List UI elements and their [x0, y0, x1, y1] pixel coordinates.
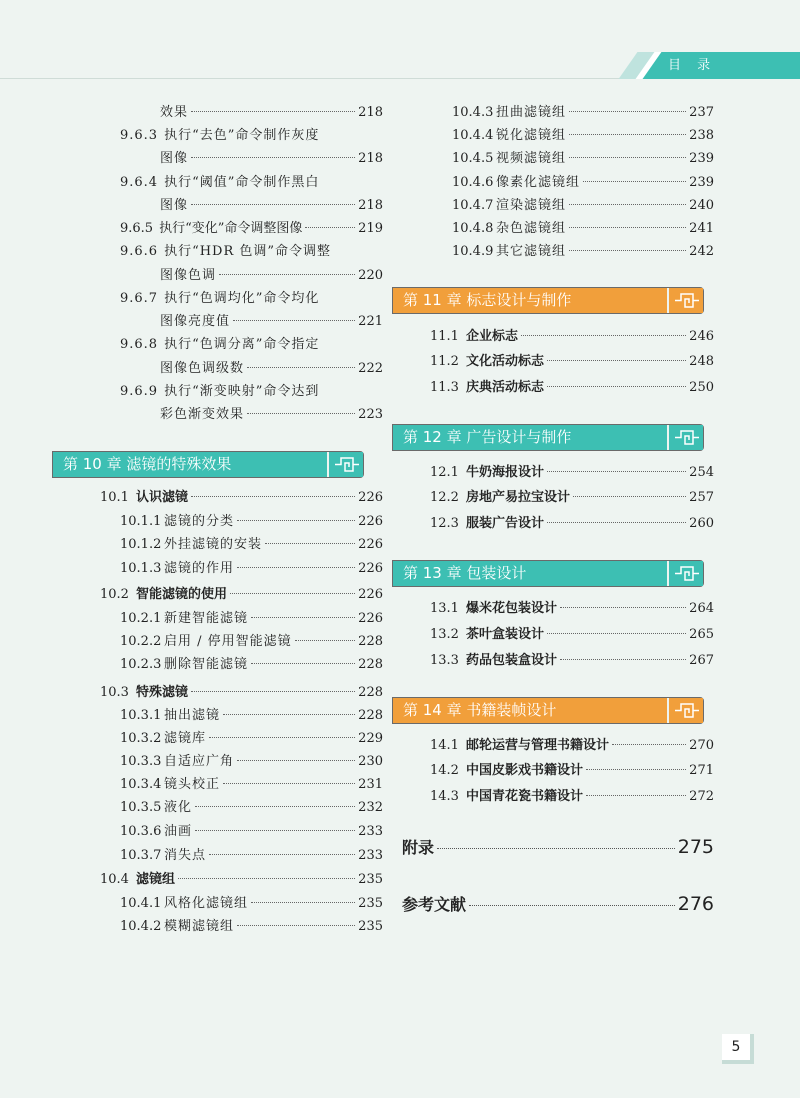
entry-number: 10.3.2 — [120, 731, 162, 746]
dot-leader — [547, 471, 686, 472]
entry-title: 参考文献 — [402, 895, 467, 914]
toc-section-entry[interactable] — [100, 584, 383, 606]
entry-page: 228 — [358, 685, 383, 700]
entry-title: 滤镜库 — [164, 731, 207, 746]
dot-leader — [223, 783, 355, 784]
fret-ornament-icon — [669, 288, 703, 313]
entry-number: 10.2 — [100, 587, 129, 602]
entry-page: 226 — [358, 537, 383, 552]
entry-title: 新建智能滤镜 — [164, 611, 249, 626]
chapter-title: 第 10 章 滤镜的特殊效果 — [53, 452, 327, 477]
dot-leader — [195, 806, 355, 807]
dot-leader — [547, 633, 686, 634]
entry-page: 246 — [689, 329, 714, 344]
toc-entry[interactable] — [120, 774, 383, 796]
entry-number: 9.6.7 — [120, 291, 159, 306]
entry-number: 13.2 — [430, 627, 459, 642]
entry-number: 10.3.4 — [120, 777, 162, 792]
dot-leader — [251, 617, 355, 618]
entry-title: 抽出滤镜 — [164, 708, 221, 723]
dot-leader — [237, 925, 355, 926]
entry-page: 228 — [358, 657, 383, 672]
dot-leader — [191, 204, 355, 205]
dot-leader — [569, 111, 686, 112]
header-tab — [643, 52, 800, 79]
dot-leader — [251, 902, 355, 903]
dot-leader — [223, 714, 355, 715]
entry-number: 10.3 — [100, 685, 129, 700]
entry-title: 锐化滤镜组 — [496, 128, 567, 143]
entry-page: 254 — [689, 465, 714, 480]
toc-entry[interactable] — [430, 650, 714, 672]
toc-entry[interactable] — [120, 751, 383, 773]
dot-leader — [583, 181, 686, 182]
entry-title: 图像亮度值 — [160, 314, 231, 329]
entry-page: 235 — [358, 896, 383, 911]
entry-page: 229 — [358, 731, 383, 746]
dot-leader — [237, 567, 355, 568]
entry-title: 消失点 — [164, 848, 207, 863]
toc-entry[interactable] — [120, 821, 383, 843]
entry-number: 14.2 — [430, 763, 459, 778]
entry-page: 219 — [358, 221, 383, 236]
entry-title: 执行“HDR 色调”命令调整 — [164, 244, 332, 259]
entry-title: 爆米花包装设计 — [466, 601, 558, 616]
entry-title: 像素化滤镜组 — [496, 175, 581, 190]
entry-page: 250 — [689, 380, 714, 395]
dot-leader — [295, 640, 356, 641]
fret-ornament-icon — [669, 561, 703, 586]
entry-number: 10.2.2 — [120, 634, 162, 649]
toc-entry[interactable] — [452, 148, 714, 170]
entry-number: 14.3 — [430, 789, 459, 804]
entry-title: 模糊滤镜组 — [164, 919, 235, 934]
entry-page: 257 — [689, 490, 714, 505]
entry-number: 10.3.1 — [120, 708, 162, 723]
dot-leader — [569, 250, 686, 251]
toc-entry[interactable] — [120, 608, 383, 630]
toc-entry[interactable] — [120, 728, 383, 750]
dot-leader — [247, 367, 355, 368]
toc-entry[interactable] — [120, 631, 383, 653]
entry-number: 10.4.8 — [452, 221, 494, 236]
entry-page: 275 — [677, 836, 714, 858]
dot-leader — [251, 663, 355, 664]
dot-leader — [612, 744, 686, 745]
entry-title: 自适应广角 — [164, 754, 235, 769]
toc-entry[interactable] — [430, 377, 714, 399]
entry-number: 10.1 — [100, 490, 129, 505]
entry-page: 235 — [358, 872, 383, 887]
dot-leader — [547, 522, 686, 523]
entry-number: 9.6.5 — [120, 221, 154, 236]
entry-number: 10.3.3 — [120, 754, 162, 769]
toc-entry[interactable] — [430, 487, 714, 509]
toc-entry[interactable] — [430, 786, 714, 808]
toc-entry[interactable] — [160, 404, 383, 426]
entry-title: 图像 — [160, 198, 189, 213]
entry-page: 265 — [689, 627, 714, 642]
entry-page: 248 — [689, 354, 714, 369]
entry-page: 223 — [358, 407, 383, 422]
entry-title: 启用 / 停用智能滤镜 — [164, 634, 292, 649]
dot-leader — [237, 520, 355, 521]
entry-title: 茶叶盒装设计 — [466, 627, 545, 642]
header-label: 目 录 — [668, 58, 717, 73]
toc-entry[interactable] — [452, 125, 714, 147]
toc-section-entry[interactable] — [100, 682, 383, 704]
toc-entry[interactable] — [430, 462, 714, 484]
chapter-14-banner[interactable] — [392, 697, 704, 724]
entry-number: 11.1 — [430, 329, 459, 344]
toc-entry[interactable] — [120, 125, 319, 147]
entry-title: 中国青花瓷书籍设计 — [466, 789, 584, 804]
entry-page: 276 — [677, 893, 714, 915]
entry-title: 附录 — [402, 838, 435, 857]
dot-leader — [230, 593, 355, 594]
toc-entry[interactable] — [120, 534, 383, 556]
entry-page: 226 — [358, 490, 383, 505]
entry-title: 执行“渐变映射”命令达到 — [164, 384, 320, 399]
fret-ornament-icon — [669, 698, 703, 723]
entry-title: 滤镜的作用 — [164, 561, 235, 576]
dot-leader — [437, 848, 675, 849]
entry-number: 14.1 — [430, 738, 459, 753]
entry-page: 226 — [358, 514, 383, 529]
entry-number: 11.2 — [430, 354, 459, 369]
dot-leader — [469, 905, 675, 906]
entry-page: 267 — [689, 653, 714, 668]
entry-number: 9.6.3 — [120, 128, 159, 143]
entry-number: 10.4.6 — [452, 175, 494, 190]
dot-leader — [209, 854, 355, 855]
chapter-10-banner[interactable] — [52, 451, 364, 478]
toc-entry[interactable] — [430, 326, 714, 348]
chapter-11-banner[interactable] — [392, 287, 704, 314]
toc-entry[interactable] — [120, 797, 383, 819]
entry-title: 图像色调 — [160, 268, 217, 283]
entry-page: 271 — [689, 763, 714, 778]
dot-leader — [569, 227, 686, 228]
entry-page: 218 — [358, 151, 383, 166]
entry-page: 235 — [358, 919, 383, 934]
chapter-13-banner[interactable] — [392, 560, 704, 587]
entry-page: 239 — [689, 151, 714, 166]
toc-entry[interactable] — [430, 598, 714, 620]
toc-entry[interactable] — [430, 513, 714, 535]
references-entry[interactable] — [402, 889, 714, 919]
toc-section-entry[interactable] — [100, 487, 383, 509]
entry-page: 238 — [689, 128, 714, 143]
entry-page: 233 — [358, 848, 383, 863]
dot-leader — [569, 157, 686, 158]
dot-leader — [178, 878, 355, 879]
entry-page: 226 — [358, 611, 383, 626]
entry-title: 执行“色调分离”命令指定 — [164, 337, 320, 352]
toc-entry[interactable] — [120, 705, 383, 727]
entry-title: 庆典活动标志 — [466, 380, 545, 395]
toc-entry[interactable] — [120, 511, 383, 533]
entry-number: 10.3.7 — [120, 848, 162, 863]
entry-page: 228 — [358, 708, 383, 723]
entry-title: 房地产易拉宝设计 — [466, 490, 571, 505]
entry-page: 230 — [358, 754, 383, 769]
dot-leader — [191, 157, 355, 158]
chapter-title: 第 14 章 书籍装帧设计 — [393, 698, 667, 723]
dot-leader — [265, 543, 355, 544]
entry-title: 风格化滤镜组 — [164, 896, 249, 911]
dot-leader — [219, 274, 355, 275]
entry-title: 效果 — [160, 105, 189, 120]
entry-number: 10.4.1 — [120, 896, 162, 911]
entry-page: 220 — [358, 268, 383, 283]
toc-entry[interactable] — [430, 735, 714, 757]
entry-page: 231 — [358, 777, 383, 792]
entry-number: 9.6.9 — [120, 384, 159, 399]
toc-entry[interactable] — [120, 288, 319, 310]
toc-entry[interactable] — [120, 334, 319, 356]
toc-entry[interactable] — [452, 241, 714, 263]
entry-page: 239 — [689, 175, 714, 190]
entry-page: 228 — [358, 634, 383, 649]
entry-page: 221 — [358, 314, 383, 329]
dot-leader — [237, 760, 355, 761]
entry-number: 10.4.5 — [452, 151, 494, 166]
entry-title: 滤镜组 — [136, 872, 176, 887]
entry-title: 视频滤镜组 — [496, 151, 567, 166]
entry-number: 10.1.1 — [120, 514, 162, 529]
toc-entry[interactable] — [160, 311, 383, 333]
dot-leader — [209, 737, 355, 738]
entry-title: 执行“阈值”命令制作黑白 — [164, 175, 320, 190]
entry-number: 10.1.2 — [120, 537, 162, 552]
entry-title: 删除智能滤镜 — [164, 657, 249, 672]
toc-entry[interactable] — [120, 654, 383, 676]
dot-leader — [573, 496, 686, 497]
entry-page: 226 — [358, 587, 383, 602]
entry-page: 241 — [689, 221, 714, 236]
entry-title: 液化 — [164, 800, 193, 815]
dot-leader — [586, 769, 686, 770]
entry-title: 牛奶海报设计 — [466, 465, 545, 480]
entry-number: 10.2.3 — [120, 657, 162, 672]
entry-title: 渲染滤镜组 — [496, 198, 567, 213]
toc-entry[interactable] — [120, 558, 383, 580]
entry-number: 12.1 — [430, 465, 459, 480]
entry-page: 237 — [689, 105, 714, 120]
entry-number: 10.4.3 — [452, 105, 494, 120]
entry-title: 彩色渐变效果 — [160, 407, 245, 422]
fret-ornament-icon — [329, 452, 363, 477]
toc-entry[interactable] — [160, 148, 383, 170]
appendix-entry[interactable] — [402, 832, 714, 862]
toc-entry[interactable] — [430, 624, 714, 646]
entry-title: 杂色滤镜组 — [496, 221, 567, 236]
chapter-12-banner[interactable] — [392, 424, 704, 451]
entry-number: 10.3.6 — [120, 824, 162, 839]
entry-page: 218 — [358, 198, 383, 213]
toc-entry[interactable] — [120, 241, 331, 263]
entry-page: 264 — [689, 601, 714, 616]
entry-number: 13.3 — [430, 653, 459, 668]
entry-title: 油画 — [164, 824, 193, 839]
entry-number: 10.4.7 — [452, 198, 494, 213]
entry-number: 10.4.9 — [452, 244, 494, 259]
entry-page: 260 — [689, 516, 714, 531]
entry-title: 文化活动标志 — [466, 354, 545, 369]
dot-leader — [547, 360, 686, 361]
entry-number: 10.3.5 — [120, 800, 162, 815]
dot-leader — [191, 496, 355, 497]
dot-leader — [569, 204, 686, 205]
entry-page: 240 — [689, 198, 714, 213]
entry-number: 12.3 — [430, 516, 459, 531]
dot-leader — [191, 111, 355, 112]
entry-title: 图像色调级数 — [160, 361, 245, 376]
toc-entry[interactable] — [120, 893, 383, 915]
entry-number: 10.4 — [100, 872, 129, 887]
toc-entry[interactable] — [160, 265, 383, 287]
toc-entry[interactable] — [430, 351, 714, 373]
toc-entry[interactable] — [452, 218, 714, 240]
entry-title: 邮轮运营与管理书籍设计 — [466, 738, 610, 753]
entry-number: 11.3 — [430, 380, 459, 395]
entry-title: 特殊滤镜 — [136, 685, 189, 700]
dot-leader — [569, 134, 686, 135]
entry-title: 中国皮影戏书籍设计 — [466, 763, 584, 778]
entry-page: 222 — [358, 361, 383, 376]
entry-title: 滤镜的分类 — [164, 514, 235, 529]
entry-number: 13.1 — [430, 601, 459, 616]
entry-title: 执行“色调均化”命令均化 — [164, 291, 320, 306]
toc-entry[interactable] — [120, 172, 319, 194]
entry-number: 10.1.3 — [120, 561, 162, 576]
dot-leader — [191, 691, 355, 692]
toc-entry[interactable] — [120, 218, 383, 240]
entry-title: 扭曲滤镜组 — [496, 105, 567, 120]
chapter-title: 第 11 章 标志设计与制作 — [393, 288, 667, 313]
dot-leader — [560, 607, 686, 608]
toc-entry[interactable] — [120, 102, 383, 124]
dot-leader — [233, 320, 355, 321]
toc-entry[interactable] — [160, 195, 383, 217]
page-number: 5 — [722, 1034, 754, 1064]
entry-number: 9.6.8 — [120, 337, 159, 352]
toc-entry[interactable] — [430, 760, 714, 782]
entry-title: 其它滤镜组 — [496, 244, 567, 259]
dot-leader — [586, 795, 686, 796]
entry-page: 242 — [689, 244, 714, 259]
entry-title: 企业标志 — [466, 329, 519, 344]
entry-title: 服装广告设计 — [466, 516, 545, 531]
toc-entry[interactable] — [452, 102, 714, 124]
toc-section-entry[interactable] — [100, 869, 383, 891]
entry-page: 226 — [358, 561, 383, 576]
dot-leader — [195, 830, 355, 831]
entry-page: 233 — [358, 824, 383, 839]
toc-entry[interactable] — [160, 358, 383, 380]
toc-entry[interactable] — [120, 845, 383, 867]
dot-leader — [247, 413, 355, 414]
chapter-title: 第 13 章 包装设计 — [393, 561, 667, 586]
entry-number: 10.4.4 — [452, 128, 494, 143]
entry-number: 9.6.4 — [120, 175, 159, 190]
entry-page: 270 — [689, 738, 714, 753]
toc-entry[interactable] — [452, 172, 714, 194]
entry-title: 镜头校正 — [164, 777, 221, 792]
entry-number: 10.4.2 — [120, 919, 162, 934]
entry-page: 272 — [689, 789, 714, 804]
entry-title: 执行“去色”命令制作灰度 — [164, 128, 320, 143]
toc-entry[interactable] — [120, 381, 319, 403]
dot-leader — [521, 335, 686, 336]
toc-entry[interactable] — [120, 916, 383, 938]
toc-entry[interactable] — [452, 195, 714, 217]
entry-title: 外挂滤镜的安装 — [164, 537, 263, 552]
entry-title: 智能滤镜的使用 — [136, 587, 228, 602]
entry-title: 认识滤镜 — [136, 490, 189, 505]
entry-number: 12.2 — [430, 490, 459, 505]
fret-ornament-icon — [669, 425, 703, 450]
dot-leader — [560, 659, 686, 660]
dot-leader — [305, 227, 355, 228]
entry-title: 药品包装盒设计 — [466, 653, 558, 668]
entry-page: 232 — [358, 800, 383, 815]
entry-page: 218 — [358, 105, 383, 120]
entry-number: 10.2.1 — [120, 611, 162, 626]
entry-number: 9.6.6 — [120, 244, 159, 259]
entry-title: 图像 — [160, 151, 189, 166]
entry-title: 执行“变化”命令调整图像 — [159, 221, 303, 236]
chapter-title: 第 12 章 广告设计与制作 — [393, 425, 667, 450]
dot-leader — [547, 386, 686, 387]
